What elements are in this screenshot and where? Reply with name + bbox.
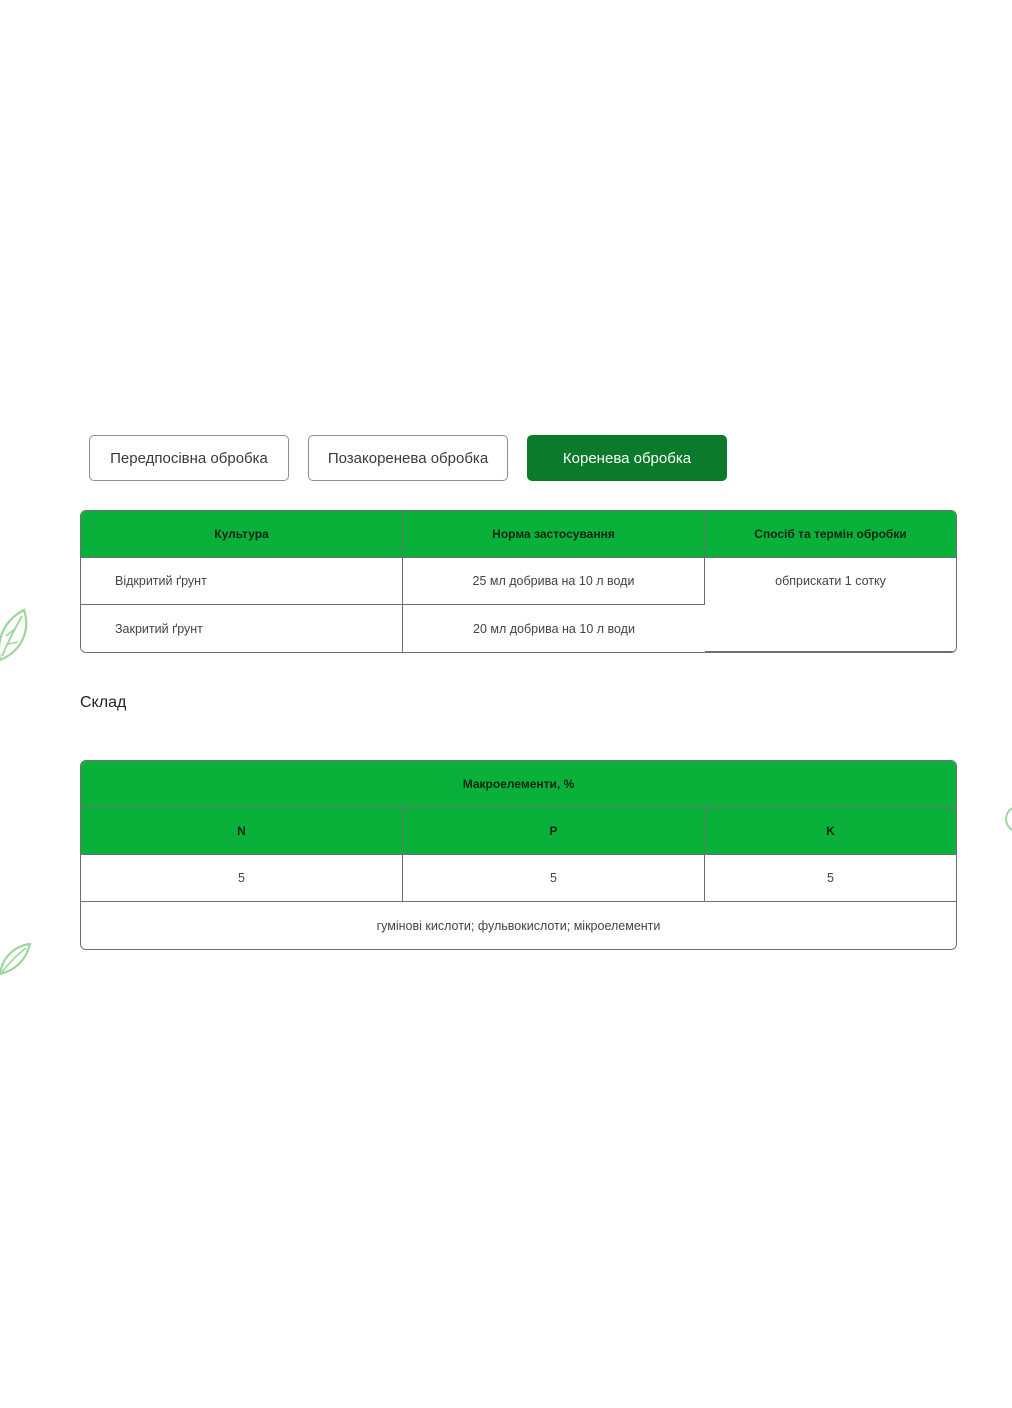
crop-cell: Закритий ґрунт	[81, 605, 403, 652]
column-header-method: Спосіб та термін обробки	[705, 511, 956, 558]
tab-foliar[interactable]: Позакоренева обробка	[308, 435, 508, 481]
rate-cell: 20 мл добрива на 10 л води	[403, 605, 705, 652]
value-n: 5	[81, 855, 403, 902]
method-cell: обприскати 1 сотку	[705, 558, 956, 652]
column-header-p: P	[403, 808, 705, 855]
column-header-k: K	[705, 808, 956, 855]
table-row	[81, 902, 956, 949]
treatment-tabs	[89, 435, 727, 481]
usage-table	[80, 510, 957, 653]
macro-elements-header: Макроелементи, %	[81, 761, 956, 808]
composition-note: гумінові кислоти; фульвокислоти; мікроелементи	[81, 902, 956, 949]
leaf-icon	[1000, 806, 1012, 832]
leaf-icon	[0, 606, 32, 662]
rate-cell: 25 мл добрива на 10 л води	[403, 558, 705, 605]
tab-root[interactable]: Коренева обробка	[527, 435, 727, 481]
table-group-header-row	[81, 761, 956, 808]
composition-table	[80, 760, 957, 950]
value-k: 5	[705, 855, 956, 902]
composition-title: Склад	[80, 694, 127, 711]
column-header-crop: Культура	[81, 511, 403, 558]
table-row	[81, 558, 956, 605]
column-header-rate: Норма застосування	[403, 511, 705, 558]
column-header-n: N	[81, 808, 403, 855]
table-row	[81, 855, 956, 902]
leaf-icon	[0, 940, 34, 978]
table-header-row	[81, 511, 956, 558]
value-p: 5	[403, 855, 705, 902]
table-header-row	[81, 808, 956, 855]
tab-presowing[interactable]: Передпосівна обробка	[89, 435, 289, 481]
crop-cell: Відкритий ґрунт	[81, 558, 403, 605]
